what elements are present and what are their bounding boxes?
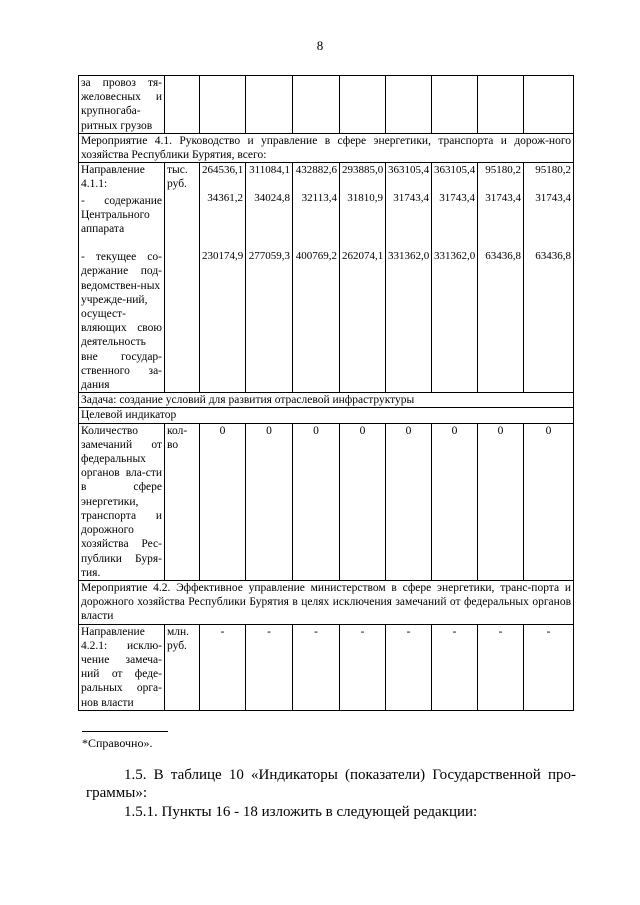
value-col-5: 363105,4 31743,4 331362,0 xyxy=(386,163,432,393)
footnote-separator xyxy=(82,731,168,732)
paragraph-1-5: 1.5. В таблице 10 «Индикаторы (показатели) Государственной про-граммы»: xyxy=(86,767,576,801)
value-col-2: 311084,1 34024,8 277059,3 xyxy=(246,163,293,393)
measure-42-title: Мероприятие 4.2. Эффективное управление министерством в сфере энергетики, транс-порта и дорожного хозяйства Республики Бурятия в целях исключения замечаний от федеральных органов власти xyxy=(79,580,574,624)
value-col-4: 293885,0 31810,9 262074,1 xyxy=(340,163,386,393)
direction-421-value: - xyxy=(200,624,246,710)
indicator-value: 0 xyxy=(340,423,386,580)
unit-cell: тыс. руб. xyxy=(165,163,200,393)
direction-421-value: - xyxy=(340,624,386,710)
direction-411-label: Направление 4.1.1: xyxy=(81,164,145,191)
value-col-6: 363105,4 31743,4 331362,0 xyxy=(432,163,478,393)
value-col-3: 432882,6 32113,4 400769,2 xyxy=(293,163,340,393)
measure-41-header-row xyxy=(79,133,574,162)
program-table xyxy=(78,75,574,711)
indicator-value: 0 xyxy=(293,423,340,580)
value-col-7: 95180,2 31743,4 63436,8 xyxy=(478,163,524,393)
table-row-top xyxy=(79,76,574,134)
indicator-row xyxy=(79,423,574,580)
indicator-value: 0 xyxy=(524,423,574,580)
footnote: *Справочно». xyxy=(82,736,153,750)
value-col-8: 95180,2 31743,4 63436,8 xyxy=(524,163,574,393)
indicator-value: 0 xyxy=(432,423,478,580)
direction-421-value: - xyxy=(293,624,340,710)
task-row xyxy=(79,393,574,408)
measure-41-direction-row xyxy=(79,163,574,393)
task-text: Задача: создание условий для развития отраслевой инфраструктуры xyxy=(79,393,574,408)
target-indicator-text: Целевой индикатор xyxy=(79,408,574,423)
direction-421-unit: млн. руб. xyxy=(165,624,200,710)
direction-421-value: - xyxy=(386,624,432,710)
direction-421-value: - xyxy=(478,624,524,710)
row-label-heavy-cargo: за провоз тя-желовесных и крупногаба-ритных грузов xyxy=(79,76,165,134)
measure-41-title: Мероприятие 4.1. Руководство и управление в сфере энергетики, транспорта и дорож-ного хозяйства Республики Бурятия, всего: xyxy=(79,133,574,162)
sub2-label: - текущее со-держание под-ведомствен-ных учрежде-ний, осущест-вляющих свою деятельность вне государ-ственного за-дания xyxy=(81,251,162,392)
direction-411-cell xyxy=(79,163,165,393)
sub1-label: - содержание Центрального аппарата xyxy=(81,194,162,236)
indicator-value: 0 xyxy=(246,423,293,580)
page-number: 8 xyxy=(316,38,324,53)
indicator-unit: кол-во xyxy=(165,423,200,580)
direction-421-value: - xyxy=(524,624,574,710)
indicator-label: Количество замечаний от федеральных органов вла-сти в сфере энергетики, транспорта и дорожного хозяйства Рес-публики Буря-тия. xyxy=(79,423,165,580)
direction-421-label: Направление 4.2.1: исклю-чение замеча-ний от феде-ральных орга-нов власти xyxy=(79,624,165,710)
target-indicator-row xyxy=(79,408,574,423)
value-col-1: 264536,1 34361,2 230174,9 xyxy=(200,163,246,393)
paragraph-1-5-1: 1.5.1. Пункты 16 - 18 изложить в следующей редакции: xyxy=(124,804,478,820)
measure-42-direction-row xyxy=(79,624,574,710)
indicator-value: 0 xyxy=(478,423,524,580)
measure-42-header-row xyxy=(79,580,574,624)
indicator-value: 0 xyxy=(386,423,432,580)
indicator-value: 0 xyxy=(200,423,246,580)
direction-421-value: - xyxy=(246,624,293,710)
direction-421-value: - xyxy=(432,624,478,710)
